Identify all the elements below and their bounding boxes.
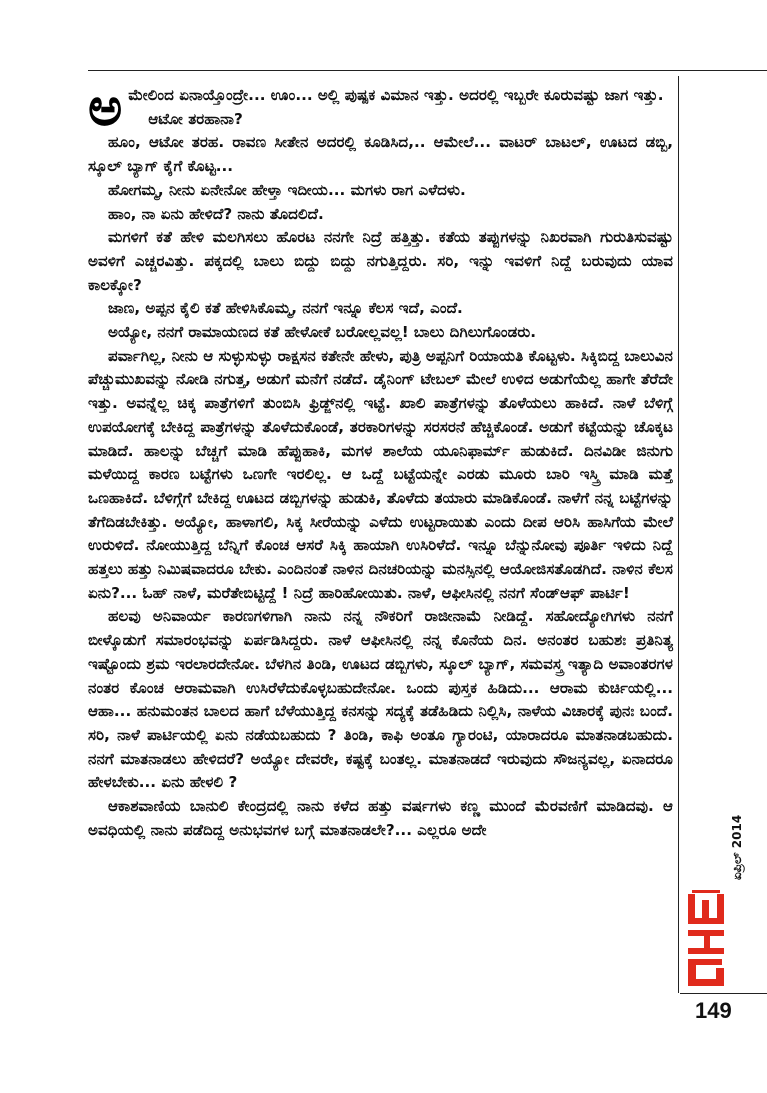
top-rule bbox=[88, 70, 767, 71]
page-number: 149 bbox=[695, 998, 732, 1023]
paragraph-5: ಹಾಂ, ನಾ ಏನು ಹೇಳಿದೆ? ನಾನು ತೊದಲಿದೆ. bbox=[108, 204, 324, 223]
paragraph-10: ಹಲವು ಅನಿವಾರ್ಯ ಕಾರಣಗಳಿಗಾಗಿ ನಾನು ನನ್ನ ನೌಕರಿಗೆ ರಾಜೀನಾಮೆ ನೀಡಿದ್ದೆ. ಸಹೋದ್ಯೋಗಿಗಳು ನನಗೆ ಬೀಳ್ಕೊಡುಗೆ ಸಮಾರಂಭವನ್ನು ಏರ್ಪಡಿಸಿದ್ದರು. ನಾಳೆ ಆಫೀಸಿನಲ್ಲಿ ನನ್ನ ಕೊನೆಯ ದಿನ. ಅನಂತರ ಬಹುಶಃ ಪ್ರತಿನಿತ್ಯ ಇಷ್ಟೊಂದು ಶ್ರಮ ಇರಲಾರದೇನೋ. ಬೆಳಗಿನ ತಿಂಡಿ, ಊಟದ ಡಬ್ಬಿಗಳು, ಸ್ಕೂಲ್ ಬ್ಯಾಗ್, ಸಮವಸ್ತ್ರ ಇತ್ಯಾದಿ ಅವಾಂತರಗಳ ನಂತರ ಕೊಂಚ ಆರಾಮವಾಗಿ ಉಸಿರೆಳೆದುಕೊಳ್ಳಬಹುದೇನೋ. ಒಂದು ಪುಸ್ತಕ ಹಿಡಿದು... ಆರಾಮ ಕುರ್ಚಿಯಲ್ಲಿ... ಆಹಾ... ಹನುಮಂತನ ಬಾಲದ ಹಾಗೆ ಬೆಳೆಯುತ್ತಿದ್ದ ಕನಸನ್ನು ಸದ್ಯಕ್ಕೆ ತಡೆಹಿಡಿದು ನಿಲ್ಲಿಸಿ, ನಾಳೆಯ ವಿಚಾರಕ್ಕೆ ಪುನಃ ಬಂದೆ. ಸರಿ, ನಾಳೆ ಪಾರ್ಟಿಯಲ್ಲಿ ಏನು ನಡೆಯಬಹುದು ? ತಿಂಡಿ, ಕಾಫಿ ಅಂತೂ ಗ್ಯಾರಂಟಿ, ಯಾರಾದರೂ ಮಾತನಾಡಬಹುದು. ನನಗೆ ಮಾತನಾಡಲು ಹೇಳಿದರೆ? ಅಯ್ಯೋ ದೇವರೇ, ಕಷ್ಟಕ್ಕೆ ಬಂತಲ್ಲ. ಮಾತನಾಡದೆ ಇರುವುದು ಸೌಜನ್ಯವಲ್ಲ, ಏನಾದರೂ ಹೇಳಬೇಕು... ಏನು ಹೇಳಲಿ ? bbox=[88, 607, 673, 792]
paragraph-4: ಹೋಗಮ್ಮ, ನೀನು ಏನೇನೋ ಹೇಳ್ತಾ ಇದೀಯ... ಮಗಳು ರಾಗ ಎಳೆದಳು. bbox=[108, 180, 466, 199]
paragraph-2: ಆಟೋ ತರಹಾನಾ? bbox=[148, 109, 243, 128]
paragraph-6: ಮಗಳಿಗೆ ಕತೆ ಹೇಳಿ ಮಲಗಿಸಲು ಹೊರಟ ನನಗೇ ನಿದ್ರೆ ಹತ್ತಿತ್ತು. ಕತೆಯ ತಪ್ಪುಗಳನ್ನು ನಿಖರವಾಗಿ ಗುರುತಿಸುವಷ್ಟು ಅವಳಿಗೆ ಎಚ್ಚರವಿತ್ತು. ಪಕ್ಕದಲ್ಲಿ ಬಾಲು ಬಿದ್ದು ಬಿದ್ದು ನಗುತ್ತಿದ್ದರು. ಸರಿ, ಇನ್ನು ಇವಳಿಗೆ ನಿದ್ದೆ ಬರುವುದು ಯಾವ ಕಾಲಕ್ಕೋ? bbox=[88, 228, 673, 294]
drop-cap: ಅ bbox=[88, 78, 123, 138]
paragraph-1: ಅಮೇಲಿಂದ ಏನಾಯ್ತೊಂದ್ರೇ... ಊಂ... ಅಲ್ಲಿ ಪುಷ್ಪಕ ವಿಮಾನ ಇತ್ತು. ಅದರಲ್ಲಿ ಇಬ್ಬರೇ ಕೂರುವಷ್ಟು ಜಾಗ ಇತ್ತು. bbox=[88, 78, 664, 138]
article-body bbox=[88, 78, 673, 843]
paragraph-8: ಅಯ್ಯೋ, ನನಗೆ ರಾಮಾಯಣದ ಕತೆ ಹೇಳೋಕೆ ಬರೋಲ್ಲವಲ್ಲ! ಬಾಲು ದಿಗಿಲುಗೊಂಡರು. bbox=[108, 323, 536, 342]
bottom-rule bbox=[680, 993, 767, 994]
paragraph-9: ಪರ್ವಾಗಿಲ್ಲ, ನೀನು ಆ ಸುಳ್ಳುಸುಳ್ಳು ರಾಕ್ಷಸನ ಕತೇನೇ ಹೇಳು, ಪುತ್ರಿ ಅಪ್ಪನಿಗೆ ರಿಯಾಯತಿ ಕೊಟ್ಟಳು. ಸಿಕ್ಕಿಬಿದ್ದ ಬಾಲುವಿನ ಪೆಚ್ಚುಮುಖವನ್ನು ನೋಡಿ ನಗುತ್ತ, ಅಡುಗೆ ಮನೆಗೆ ನಡೆದೆ. ಡೈನಿಂಗ್ ಟೇಬಲ್ ಮೇಲೆ ಉಳಿದ ಅಡುಗೆಯೆಲ್ಲ ಹಾಗೇ ತೆರೆದೇ ಇತ್ತು. ಅವನ್ನೆಲ್ಲ ಚಿಕ್ಕ ಪಾತ್ರೆಗಳಿಗೆ ತುಂಬಿಸಿ ಫ್ರಿಡ್ಜ್‌ನಲ್ಲಿ ಇಟ್ಟೆ. ಖಾಲಿ ಪಾತ್ರೆಗಳನ್ನು ತೊಳೆಯಲು ಹಾಕಿದೆ. ನಾಳೆ ಬೆಳಿಗ್ಗೆ ಉಪಯೋಗಕ್ಕೆ ಬೇಕಿದ್ದ ಪಾತ್ರೆಗಳನ್ನು ತೊಳೆದುಕೊಂಡೆ, ತರಕಾರಿಗಳನ್ನು ಸರಸರನೆ ಹೆಚ್ಚಿಕೊಂಡೆ. ಅಡುಗೆ ಕಟ್ಟೆಯನ್ನು ಚೊಕ್ಕಟ ಮಾಡಿದೆ. ಹಾಲನ್ನು ಬೆಚ್ಚಗೆ ಮಾಡಿ ಹೆಪ್ಪುಹಾಕಿ, ಮಗಳ ಶಾಲೆಯ ಯೂನಿಫಾರ್ಮ್ ಹುಡುಕಿದೆ. ದಿನವಿಡೀ ಜಿನುಗು ಮಳೆಯಿದ್ದ ಕಾರಣ ಬಟ್ಟೆಗಳು ಒಣಗೇ ಇರಲಿಲ್ಲ. ಆ ಒದ್ದೆ ಬಟ್ಟೆಯನ್ನೇ ಎರಡು ಮೂರು ಬಾರಿ ಇಸ್ತ್ರಿ ಮಾಡಿ ಮತ್ತೆ ಒಣಹಾಕಿದೆ. ಬೆಳಿಗ್ಗೆಗೆ ಬೇಕಿದ್ದ ಊಟದ ಡಬ್ಬಿಗಳನ್ನು ಹುಡುಕಿ, ತೊಳೆದು ತಯಾರು ಮಾಡಿಕೊಂಡೆ. ನಾಳೆಗೆ ನನ್ನ ಬಟ್ಟೆಗಳನ್ನು ತೆಗೆದಿಡಬೇಕಿತ್ತು. ಅಯ್ಯೋ, ಹಾಳಾಗಲಿ, ಸಿಕ್ಕ ಸೀರೆಯನ್ನು ಎಳೆದು ಉಟ್ಟರಾಯಿತು ಎಂದು ದೀಪ ಆರಿಸಿ ಹಾಸಿಗೆಯ ಮೇಲೆ ಉರುಳಿದೆ. ನೋಯುತ್ತಿದ್ದ ಬೆನ್ನಿಗೆ ಕೊಂಚ ಆಸರೆ ಸಿಕ್ಕಿ ಹಾಯಾಗಿ ಉಸಿರಿಳೆದೆ. ಇನ್ನೂ ಬೆನ್ನುನೋವು ಪೂರ್ತಿ ಇಳಿದು ನಿದ್ದೆ ಹತ್ತಲು ಹತ್ತು ನಿಮಿಷವಾದರೂ ಬೇಕು. ಎಂದಿನಂತೆ ನಾಳಿನ ದಿನಚರಿಯನ್ನು ಮನಸ್ಸಿನಲ್ಲಿ ಆಯೋಜಿಸತೊಡಗಿದೆ. ನಾಳಿನ ಕೆಲಸ ಏನು?... ಓಹ್ ನಾಳೆ, ಮರೆತೇಬಿಟ್ಟಿದ್ದೆ ! ನಿದ್ರೆ ಹಾರಿಹೋಯಿತು. ನಾಳೆ, ಆಫೀಸಿನಲ್ಲಿ ನನಗೆ ಸೆಂಡ್‌ಆಫ್ ಪಾರ್ಟಿ! bbox=[88, 346, 673, 602]
paragraph-11: ಆಕಾಶವಾಣಿಯ ಬಾನುಲಿ ಕೇಂದ್ರದಲ್ಲಿ ನಾನು ಕಳೆದ ಹತ್ತು ವರ್ಷಗಳು ಕಣ್ಣ ಮುಂದೆ ಮೆರವಣಿಗೆ ಮಾಡಿದವು. ಆ ಅವಧಿಯಲ್ಲಿ ನಾನು ಪಡೆದಿದ್ದ ಅನುಭವಗಳ ಬಗ್ಗೆ ಮಾತನಾಡಲೇ?... ಎಲ್ಲರೂ ಅದೇ bbox=[88, 797, 673, 839]
magazine-logo bbox=[682, 882, 740, 990]
side-rule bbox=[678, 76, 679, 993]
paragraph-3: ಹೂಂ, ಆಟೋ ತರಹ. ರಾವಣ ಸೀತೇನ ಅದರಲ್ಲಿ ಕೂಡಿಸಿದ,.. ಆಮೇಲೆ... ವಾಟರ್ ಬಾಟಲ್, ಊಟದ ಡಬ್ಬಿ, ಸ್ಕೂಲ್ ಬ್ಯಾಗ್ ಕೈಗೆ ಕೊಟ್ಟ... bbox=[88, 133, 673, 176]
issue-date: ಏಪ್ರಿಲ್ 2014 bbox=[730, 814, 744, 880]
paragraph-7: ಜಾಣ, ಅಪ್ಪನ ಕೈಲಿ ಕತೆ ಹೇಳಿಸಿಕೊಮ್ಮ, ನನಗೆ ಇನ್ನೂ ಕೆಲಸ ಇದೆ, ಎಂದೆ. bbox=[108, 299, 463, 318]
